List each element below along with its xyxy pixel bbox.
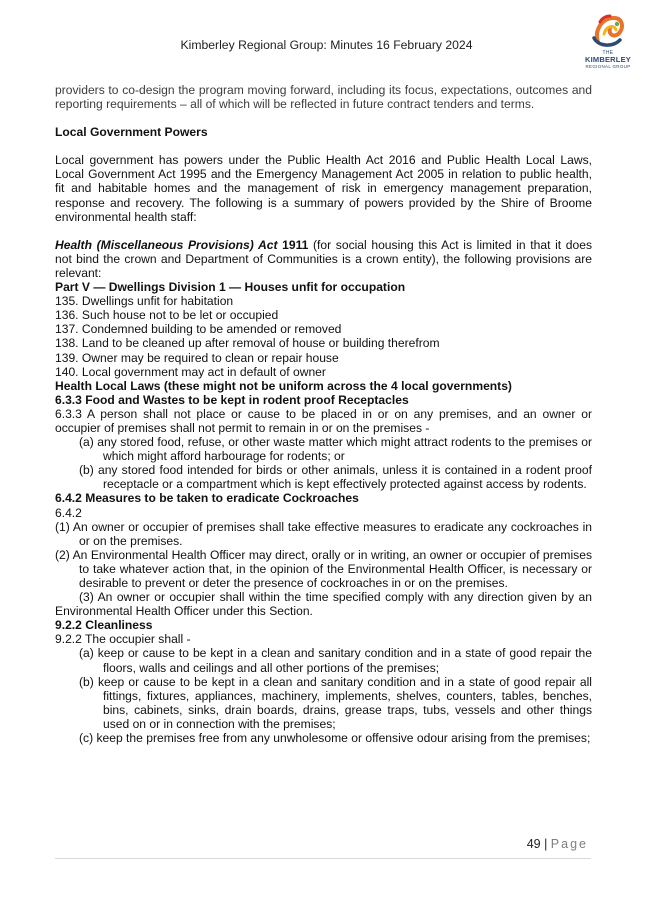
section-item-138: 138. Land to be cleaned up after removal of house or building therefrom (55, 336, 440, 351)
cockroach-item-1: (1) An owner or occupier of premises shall take effective measures to eradicate any cockroaches in or on the premises. (55, 519, 592, 548)
lgp-paragraph: Local government has powers under the Public Health Act 2016 and Public Health Local Laws, Local Government Act 1995 and the Emergency Management Act 2005 in relation to public health, fit and habitable homes and the management of risk in emergency management preparation, response and recovery. The following is a summary of powers provided by the Shire of Broome environmental health staff: (55, 153, 592, 224)
page-label: Page (550, 837, 588, 851)
section-item-137: 137. Condemned building to be amended or removed (55, 322, 342, 337)
section-item-135: 135. Dwellings unfit for habitation (55, 294, 234, 309)
cockroach-item-2: (2) An Environmental Health Officer may direct, orally or in writing, an owner or occupier of premises to take whatever action that, in the opinion of the Environmental Health Officer, is necessary or desirable to prevent or deter the presence of cockroaches in or on the premises. (55, 547, 592, 590)
part-v-heading: Part V — Dwellings Division 1 — Houses unfit for occupation (55, 280, 406, 295)
page-number: 49 (526, 837, 541, 851)
hmpa-act-name: Health (Miscellaneous Provisions) Act (55, 237, 278, 252)
lgp-heading: Local Government Powers (55, 125, 208, 140)
hll-paragraph: 6.3.3 A person shall not place or cause to be placed in or on any premises, and an owner or occupier of premises shall not permit to remain in or on the premises - (55, 406, 592, 435)
section-item-136: 136. Such house not to be let or occupied (55, 308, 279, 323)
hll-item-a: (a) any stored food, refuse, or other waste matter which might attract rodents to the premises or which might afford harbourage for rodents; or (79, 435, 592, 464)
kimberley-logo-icon (590, 12, 626, 50)
cleanliness-heading: 9.2.2 Cleanliness (55, 618, 153, 633)
cockroach-item-3: (3) An owner or occupier shall within the time specified comply with any direction given by an Environmental Health Officer under this Section. (55, 590, 592, 619)
page-separator: | (540, 837, 551, 851)
logo-name-text: KIMBERLEY (585, 55, 631, 64)
kimberley-logo (578, 12, 638, 70)
hll-item-b: (b) any stored food intended for birds or other animals, unless it is contained in a rodent proof receptacle or a compartment which is kept effectively protected against access by rodents. (79, 463, 592, 492)
cleanliness-intro: 9.2.2 The occupier shall - (55, 632, 191, 647)
hmpa-act-year: 1911 (277, 237, 309, 252)
page-header-title: Kimberley Regional Group: Minutes 16 February 2024 (180, 38, 473, 52)
cleanliness-item-c: (c) keep the premises free from any unwholesome or offensive odour arising from the premises; (79, 731, 591, 746)
hmpa-rest: (for social housing this Act is limited in that it does not bind the crown and Department of Communities is a crown entity), the following provisions are relevant: (55, 237, 593, 280)
section-item-139: 139. Owner may be required to clean or repair house (55, 350, 339, 365)
document-body (55, 83, 592, 745)
cleanliness-item-a: (a) keep or cause to be kept in a clean and sanitary condition and in a state of good repair the floors, walls and ceilings and all other portions of the premises; (79, 646, 592, 675)
cockroach-heading: 6.4.2 Measures to be taken to eradicate Cockroaches (55, 491, 359, 506)
hll-subheading: 6.3.3 Food and Wastes to be kept in rodent proof Receptacles (55, 392, 409, 407)
cleanliness-item-b: (b) keep or cause to be kept in a clean and sanitary condition and in a state of good repair all fittings, fixtures, appliances, machinery, implements, shelves, counters, tables, benches, bins, cabinets, sinks, drain boards, drains, grease traps, tubs, vessels and other things used on or in connection with the premises; (79, 674, 592, 731)
page-number-footer (480, 837, 588, 851)
cockroach-number: 6.4.2 (55, 505, 82, 520)
section-item-140: 140. Local government may act in default of owner (55, 364, 326, 379)
logo-top-text: THE (602, 50, 614, 56)
hmpa-paragraph (55, 238, 592, 280)
intro-paragraph: providers to co-design the program moving forward, including its focus, expectations, outcomes and reporting requirements – all of which will be reflected in future contract tenders and terms. (55, 83, 592, 112)
hll-heading: Health Local Laws (these might not be uniform across the 4 local governments) (55, 378, 512, 393)
footer-divider (55, 858, 591, 859)
logo-bottom-text: REGIONAL GROUP (585, 64, 631, 69)
